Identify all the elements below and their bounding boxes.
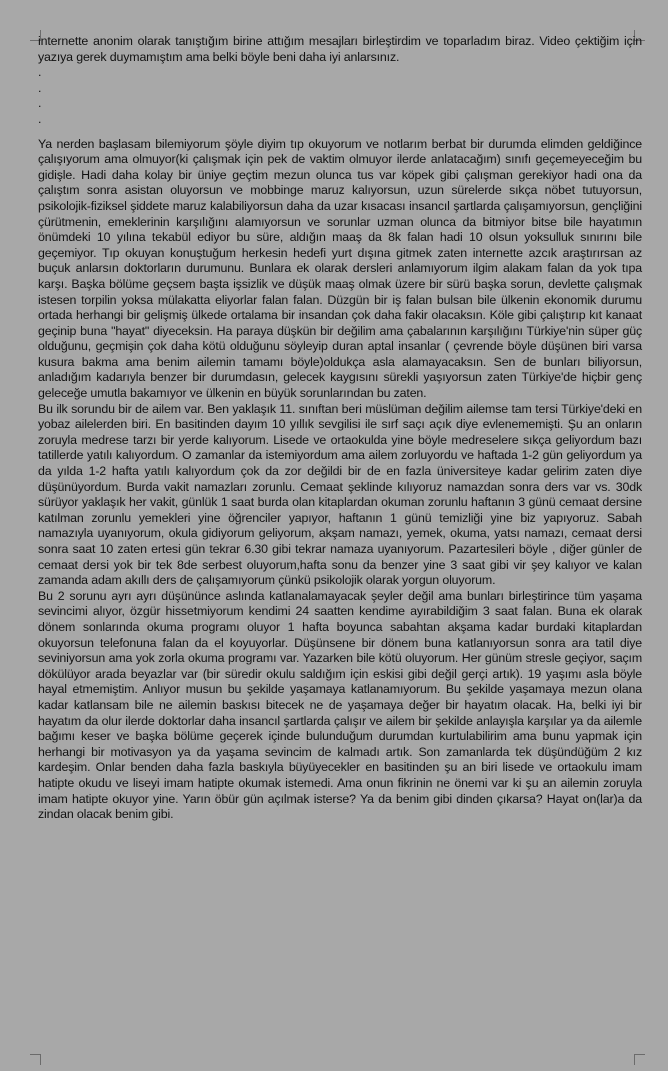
body-paragraph: Ya nerden başlasam bilemiyorum şöyle diyim tıp okuyorum ve notlarım berbat bir durumda elimden geldiğince çalışıyorum ama olmuyor(ki çalışmak için pek de vaktim olmuyor ilerde anlatacağım) sınıfı geçemeyeceğim bu gidişle. Hadi daha kolay bir üniye geçtim mezun olunca tus var köpek gibi çalışman gerekiyor hadi ona da çalıştım sonra asistan oluyorsun ve mobbinge maruz kalıyorsun, uzun sürelerde sıkça nöbet tutuyorsun, psikolojik-fiziksel şiddete maruz kalabiliyorsun daha da uzar kısacası insancıl şartlarda çalışamıyorsun, gençliğini çürütmenin, emeklerinin karşılığını alamıyorsun ve sorunlar uzman olunca da bitmiyor bitse bile hayatımın önümdeki 10 yılına tekabül ediyor bu süre, aldığın maaş da 8k falan hadi 10 olsun yoksulluk sınırını bile geçemiyor. Tıp okuyan konuştuğum herkesin hedefi yurt dışına gitmek zaten internette azcık araştırırsan az buçuk anlarsın doktorların durumunu. Bunlara ek olarak dersleri anlamıyorum ilgim alakam falan da yok tıpa karşı. Başka bölüme geçsem başta işsizlik ve düşük maaş olmak üzere bir sürü başka sorun, devlette çalışmak istesen torpilin yoksa mülakatta eliyorlar falan falan. Düzgün bir iş falan bulsan bile ülkenin ekonomik durumu ortada herhangi bir gelişmiş ülkede ortalama bir insandan çok daha fakir olacaksın. Köle gibi çalıştırıp kıt kanaat geçinip buna "hayat" diyeceksin. Ha paraya düşkün bir değilim ama çabalarının karşılığını Türkiye'nin süper güç olduğunu, geçmişin çok daha kötü olduğunu söyleyip duran aptal insanlar ( çevrende böyle düşünen biri varsa kusura bakma ama benim ailemin tamamı böyle)oldukça asla alamayacaksın. Sen de bunları biliyorsun, anladığım kadarıyla benzer bir durumdasın, gelecek kaygısını sürekli yaşıyorsun zaten Türkiye'de hiçbir genç geleceğe umutla bakamıyor ve ülkenin en büyük sorunlarından bu zaten.: [38, 136, 642, 401]
body-paragraph: Bu 2 sorunu ayrı ayrı düşününce aslında katlanalamayacak şeyler değil ama bunları birleştirince tüm yaşama sevincimi alıyor, özgür hissetmiyorum kendimi 24 saatten kendime ayırabildiğim 3 saat falan. Buna ek olarak dönem sonlarında okuma programı oluyor 1 hafta boyunca sabahtan akşama kadar burdaki kitaplardan okuyorsun telefonuna falan da el koyuyorlar. Düşünsene bir dönem buna katlanıyorsun sonra ara tatil diye seviniyorsun ama yok zorla okuma programı var. Yazarken bile kötü oluyorum. Her günüm stresle geçiyor, saçım dökülüyor arada beyazlar var (bir süredir okulu saldığım için eskisi gibi değil gerçi artık). 19 yaşımı asla böyle hayal etmemiştim. Anlıyor musun bu şekilde yaşamaya katlanamıyorum. Bu şekilde yaşamaya mezun olana kadar katlansam bile ne ailemin baskısı bitecek ne de yaşamaya değer bir hayatım olacak. Ha, belki iyi bir hayatım da olur ilerde doktorlar daha insancıl şartlarda çalışır ve ailem bir şekilde anlayışla karşılar ya da ailemle bağımı keser ve başka bölüme geçerek içinde bulunduğum durumdan kurtulabilirim ama bunu yapmak için herhangi bir motivasyon ya da yaşama sevincim de kalmadı artık. Son zamanlarda tek düşündüğüm 2 kız kardeşim. Onlar benden daha fazla baskıyla büyüyecekler en basitinden şu an biri lisede ve ortaokulu imam hatipte okudu ve liseyi imam hatipte okumak istemedi. Ama onun fikrinin ne önemi var ki şu an ailemin zoruyla imam hatipte okuyor yine. Yarın öbür gün açılmak isterse? Ya da benim gibi dinden çıkarsa? Hayat on(lar)a da zindan olacak benim gibi.: [38, 588, 642, 822]
page-corner-mark: [30, 1054, 41, 1065]
dot-line: .: [38, 65, 42, 80]
dot-line: .: [38, 96, 42, 111]
dot-line: .: [38, 80, 42, 95]
page-corner-mark: [634, 1054, 645, 1065]
body-paragraph: Bu ilk sorundu bir de ailem var. Ben yaklaşık 11. sınıftan beri müslüman değilim ailemse tam tersi Türkiye'deki en yobaz ailelerden biri. En basitinden dayım 10 yıllık sevgilisi ile sırf saçı açık diye evlenememişti. Şu an onların zoruyla medrese tarzı bir yerde kalıyorum. Lisede ve ortaokulda yine böyle medreselere sıkça geliyordum bazı tatillerde yatılı kalıyordum. O zamanlar da istemiyordum ama ailem zorluyordu ve haftada 1-2 gün geliyordum ya da yılda 1-2 hafta yatılı kalıyordum çok da zor değildi bir de en fazla üniversiteye kadar gelirim zaten diye düşünüyordum. Burda vakit namazları zorunlu. Cemaat şeklinde kılıyoruz namazdan sonra ders var vs. 30dk sürüyor yaklaşık her vakit, günlük 1 saat burda olan kitaplardan okuman zorunlu haftanın 3 günü cemaat dersine katılman zorunlu yemekleri yine öğrenciler yapıyor, haftanın 1 günü temizliği yine biz yapıyoruz. Sabah namazıyla uyanıyorum, okula gidiyorum geliyorum, akşam namazı, yemek, okuma, yatsı namazı, cemaat dersi sonra saat 10 zaten ertesi gün tekrar 6.30 gibi tekrar namaza uyanıyorum. Pazartesileri böyle , diğer günler de cemaat dersi yok bir tek 8de serbest oluyorum,hafta sonu da benzer yine 3 saat gibi vir şey kalıyor ve kalan zamanda adam akıllı ders de çalışamıyorum çünkü psikolojik olarak yorgun oluyorum.: [38, 401, 642, 588]
document-body: [38, 34, 642, 823]
dot-line: .: [38, 111, 42, 126]
intro-paragraph: internette anonim olarak tanıştığım birine attığım mesajları birleştirdim ve toparladım biraz. Video çektiğim için yazıya gerek duymamıştım ama belki böyle beni daha iyi anlarsınız.: [38, 34, 642, 64]
